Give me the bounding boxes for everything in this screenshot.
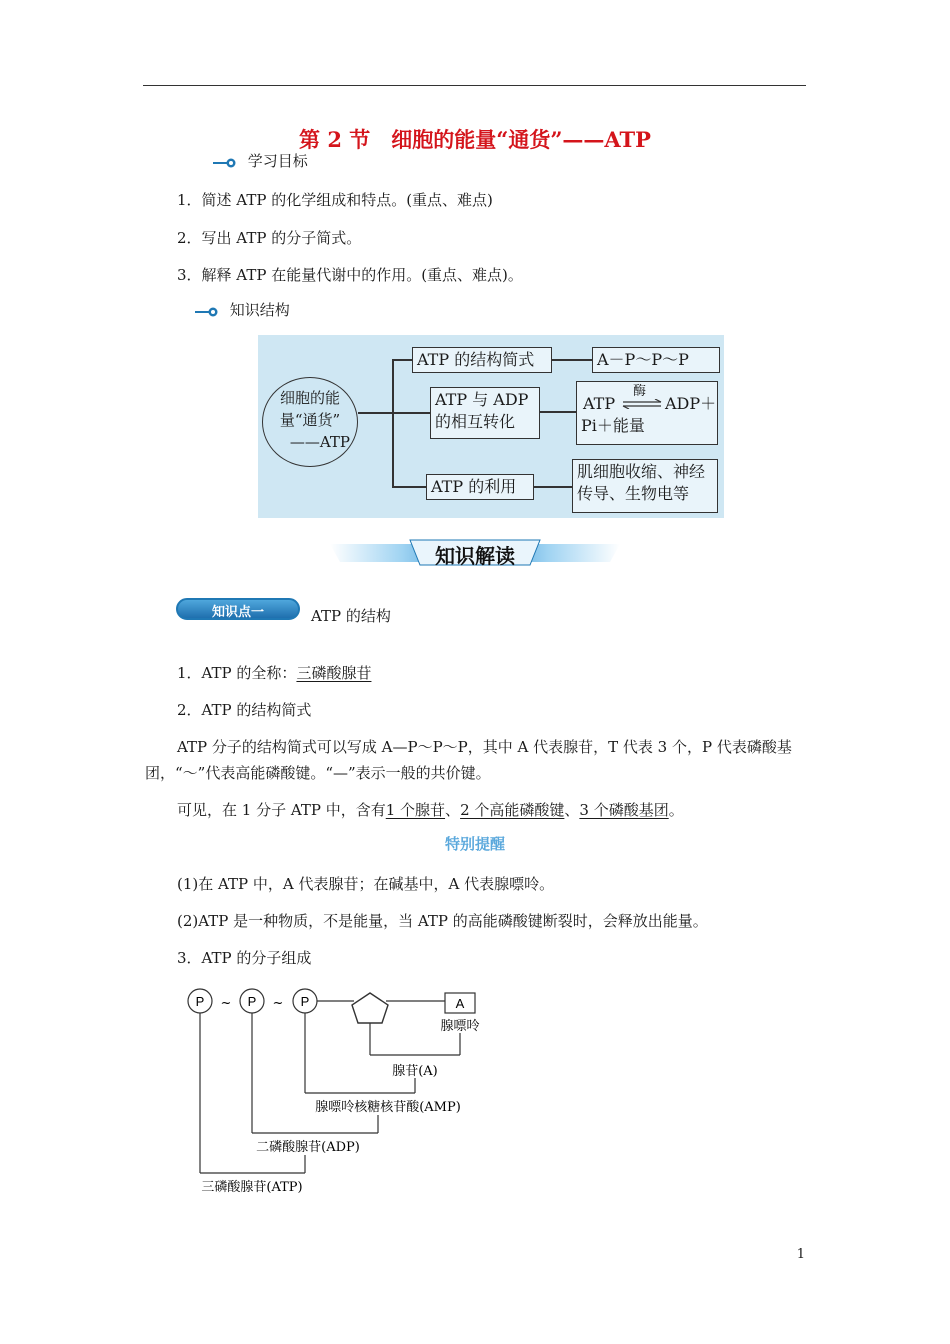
section-marker-icon xyxy=(213,156,237,168)
item-composition: 3．ATP 的分子组成 xyxy=(177,949,312,967)
center-line: 量“通货” xyxy=(279,411,341,429)
concept-structure-box: ATP 的结构简式 xyxy=(412,347,552,373)
connector xyxy=(392,412,430,414)
section-goals-label: 学习目标 xyxy=(247,152,308,170)
amp-label: 腺嘌呤核糖核苷酸(AMP) xyxy=(315,1100,461,1115)
item-structure-formula: 2．ATP 的结构简式 xyxy=(177,701,312,719)
phosphate-label: P xyxy=(300,994,310,1009)
adenine-box-label: A xyxy=(455,996,465,1011)
connector xyxy=(552,359,592,361)
item-fullname-answer: 三磷酸腺苷 xyxy=(296,664,372,682)
ribose-pentagon-icon xyxy=(352,993,388,1023)
tip-item: (1)在 ATP 中，A 代表腺苷；在碱基中，A 代表腺嘌呤。 xyxy=(177,875,555,893)
goal-item: 2．写出 ATP 的分子简式。 xyxy=(177,229,362,247)
concept-conversion-box xyxy=(430,387,540,439)
summary-answer: 2 个高能磷酸键 xyxy=(460,801,565,819)
connector xyxy=(392,486,426,488)
connector xyxy=(392,359,412,361)
knowledge-point-badge-label: 知识点一 xyxy=(211,605,264,620)
item-fullname xyxy=(177,662,371,684)
goal-item: 3．解释 ATP 在能量代谢中的作用。(重点、难点)。 xyxy=(177,266,523,284)
page-number: 1 xyxy=(796,1247,805,1262)
summary-sep: 、 xyxy=(445,801,461,819)
page-title: 第 2 节 细胞的能量“通货”——ATP xyxy=(299,127,651,152)
section-goals xyxy=(213,150,308,171)
concept-conversion-result xyxy=(576,381,718,445)
summary-sep: 、 xyxy=(564,801,580,819)
connector xyxy=(534,486,572,488)
knowledge-point-badge xyxy=(176,598,300,620)
phosphate-label: P xyxy=(247,994,257,1009)
section-marker-icon xyxy=(195,305,219,317)
header-rule xyxy=(143,85,806,86)
atp-label: 三磷酸腺苷(ATP) xyxy=(201,1180,303,1195)
section-structure-label: 知识结构 xyxy=(229,301,290,319)
tip-item: (2)ATP 是一种物质，不是能量，当 ATP 的高能磷酸键断裂时，会释放出能量。 xyxy=(177,912,708,930)
conversion-line: 的相互转化 xyxy=(435,412,516,431)
section-structure xyxy=(195,299,290,320)
atp-molecule-diagram xyxy=(180,985,500,1200)
use-line: 肌细胞收缩、神经 xyxy=(577,462,706,481)
center-line: ——ATP xyxy=(289,433,350,451)
connector xyxy=(392,359,394,487)
adenosine-label: 腺苷(A) xyxy=(392,1064,438,1079)
concept-map xyxy=(258,335,724,518)
equation-pi: Pi＋能量 xyxy=(581,416,645,435)
summary-end: 。 xyxy=(668,801,684,819)
conversion-equation xyxy=(581,383,717,413)
section-banner xyxy=(330,538,620,566)
center-line: 细胞的能 xyxy=(279,389,340,407)
tilde-bond: ~ xyxy=(272,996,284,1011)
paragraph-line: ATP 分子的结构简式可以写成 A—P～P～P，其中 A 代表腺苷，T 代表 3 个，P 代表磷酸基 xyxy=(177,738,792,756)
concept-structure-result: A－P～P～P xyxy=(592,347,720,373)
use-line: 传导、生物电等 xyxy=(577,484,690,503)
tilde-bond: ~ xyxy=(220,996,232,1011)
knowledge-point-title: ATP 的结构 xyxy=(311,607,391,625)
banner-title: 知识解读 xyxy=(435,544,515,568)
summary-prefix: 可见，在 1 分子 ATP 中，含有 xyxy=(177,801,386,819)
concept-use-result xyxy=(572,459,718,513)
conversion-line: ATP 与 ADP xyxy=(435,390,529,409)
adenine-label: 腺嘌呤 xyxy=(440,1019,480,1034)
summary-answer: 1 个腺苷 xyxy=(385,801,446,819)
phosphate-label: P xyxy=(195,994,205,1009)
equation-adp: ADP＋ xyxy=(665,394,717,413)
connector xyxy=(540,411,576,413)
equation-atp: ATP xyxy=(583,394,616,413)
concept-map-center-text xyxy=(270,387,350,453)
concept-use-box: ATP 的利用 xyxy=(426,474,534,500)
adp-label: 二磷酸腺苷(ADP) xyxy=(256,1140,360,1155)
summary-answer: 3 个磷酸基团 xyxy=(579,801,669,819)
goal-item: 1．简述 ATP 的化学组成和特点。(重点、难点) xyxy=(177,191,493,209)
item-fullname-prefix: 1．ATP 的全称： xyxy=(177,664,297,682)
reversible-arrow-icon xyxy=(621,399,663,409)
tips-title: 特别提醒 xyxy=(444,835,505,853)
paragraph-summary xyxy=(177,799,684,821)
paragraph-line: 团，“～”代表高能磷酸键。“—”表示一般的共价键。 xyxy=(145,764,491,782)
equation-enzyme: 酶 xyxy=(633,384,647,399)
connector xyxy=(358,412,392,414)
